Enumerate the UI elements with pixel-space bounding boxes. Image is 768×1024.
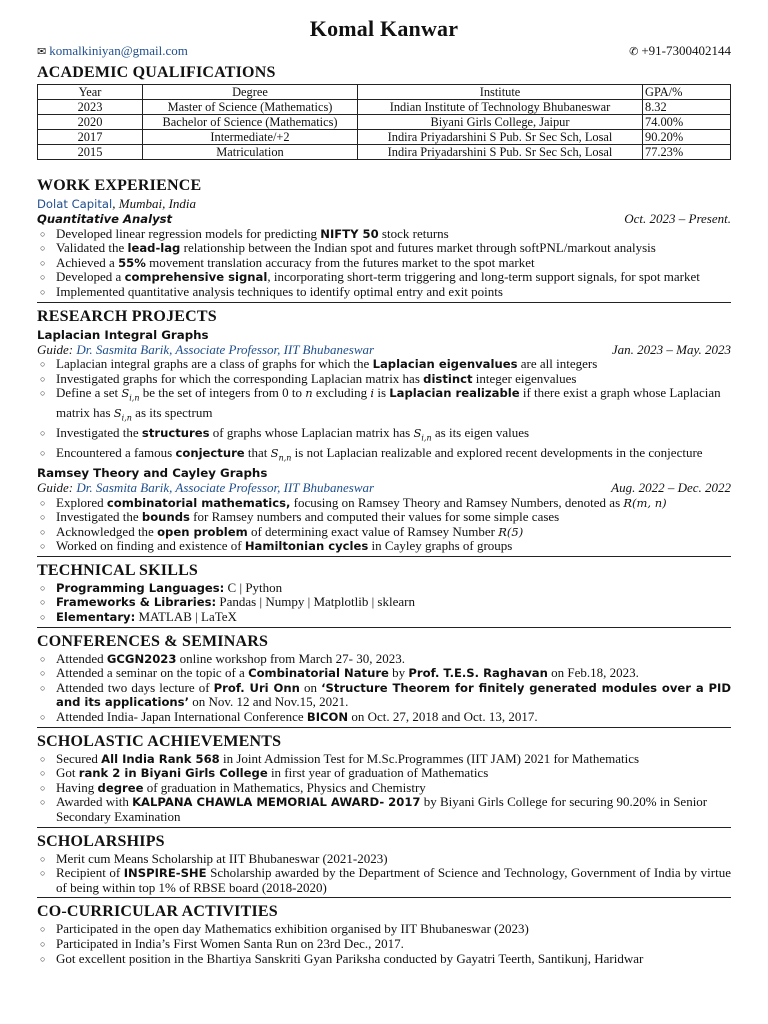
list-item: ○ Explored combinatorial mathematics, focusing on Ramsey Theory and Ramsey Numbers, denoted as R(m, n) — [37, 496, 731, 511]
list-item: ○ Acknowledged the open problem of determining exact value of Ramsey Number R(5) — [37, 525, 731, 540]
table-header-row — [38, 85, 731, 100]
cell-institute: Indira Priyadarshini S Pub. Sr Sec Sch, Losal — [358, 145, 643, 160]
list-item: ○ Having degree of graduation in Mathematics, Physics and Chemistry — [37, 781, 731, 796]
cell-degree: Bachelor of Science (Mathematics) — [143, 115, 358, 130]
conferences-heading: CONFERENCES & SEMINARS — [37, 632, 269, 650]
achievements-heading: SCHOLASTIC ACHIEVEMENTS — [37, 732, 282, 750]
academic-section — [37, 64, 731, 160]
list-item: ○ Secured All India Rank 568 in Joint Admission Test for M.Sc.Programmes (IIT JAM) 2021 for Mathematics — [37, 752, 731, 767]
envelope-icon: ✉ — [37, 46, 47, 58]
academic-table — [37, 84, 731, 160]
conferences-section — [37, 633, 731, 728]
list-item: ○ Investigated the structures of graphs whose Laplacian matrix has $S_{i,n}$ as its eigen values — [37, 426, 731, 446]
list-item: ○ Investigated graphs for which the corresponding Laplacian matrix has distinct integer eigenvalues — [37, 372, 731, 387]
scholarships-heading: SCHOLARSHIPS — [37, 832, 165, 850]
list-item: ○ Laplacian integral graphs are a class of graphs for which the Laplacian eigenvalues are all integers — [37, 357, 731, 372]
skills-list — [37, 581, 731, 625]
work-list — [37, 227, 731, 300]
list-item: ○ Participated in India’s First Women Santa Run on 23rd Dec., 2017. — [37, 937, 731, 952]
list-item: ○ Attended GCGN2023 online workshop from March 27- 30, 2023. — [37, 652, 731, 667]
cell-degree: Matriculation — [143, 145, 358, 160]
list-item: ○ Attended two days lecture of Prof. Uri Onn on ‘Structure Theorem for finitely generated modules over a PID and its applications’ on Nov. 12 and Nov.15, 2021. — [37, 681, 731, 710]
research-heading: RESEARCH PROJECTS — [37, 307, 217, 325]
divider — [37, 897, 731, 898]
col-gpa: GPA/% — [643, 85, 731, 100]
project-list — [37, 357, 731, 466]
skills-heading: TECHNICAL SKILLS — [37, 561, 199, 579]
role-row — [37, 212, 731, 227]
work-heading: WORK EXPERIENCE — [37, 177, 202, 194]
cocurricular-section — [37, 903, 731, 966]
table-row — [38, 100, 731, 115]
list-item: ○ Implemented quantitative analysis techniques to identify optimal entry and exit points — [37, 285, 731, 300]
list-item: ○ Worked on finding and existence of Hamiltonian cycles in Cayley graphs of groups — [37, 539, 731, 554]
list-item: ○ Achieved a 55% movement translation accuracy from the futures market to the spot market — [37, 256, 731, 271]
col-degree: Degree — [143, 85, 358, 100]
cocurricular-list — [37, 922, 731, 966]
list-item: ○ Participated in the open day Mathematics exhibition organised by IIT Bhubaneswar (2023) — [37, 922, 731, 937]
phone-block — [629, 42, 731, 59]
candidate-name: Komal Kanwar — [309, 16, 459, 41]
list-item: ○ Encountered a famous conjecture that $S_{n,n}$ is not Laplacian realizable and explored recent developments in the conjecture — [37, 446, 731, 466]
table-row — [38, 145, 731, 160]
list-item: ○ Developed a comprehensive signal, incorporating short-term triggering and long-term support signals, for spot market — [37, 270, 731, 285]
email-block — [37, 42, 188, 59]
guide-label: Guide: — [37, 341, 74, 357]
list-item: ○ Investigated the bounds for Ramsey numbers and computed their values for some simple cases — [37, 510, 731, 525]
list-item: ○ Merit cum Means Scholarship at IIT Bhubaneswar (2021-2023) — [37, 852, 731, 867]
list-item: ○ Attended India- Japan International Conference BICON on Oct. 27, 2018 and Oct. 13, 2017. — [37, 710, 731, 725]
cell-gpa: 74.00% — [643, 115, 731, 130]
achievements-list — [37, 752, 731, 825]
cell-degree: Master of Science (Mathematics) — [143, 100, 358, 115]
company-name: Dolat Capital — [37, 197, 113, 211]
phone-number: +91-7300402144 — [641, 43, 731, 58]
cell-gpa: 77.23% — [643, 145, 731, 160]
scholarships-section — [37, 833, 731, 899]
guide-name: Dr. Sasmita Barik, Associate Professor, IIT Bhubaneswar — [73, 479, 375, 495]
scholarships-list — [37, 852, 731, 896]
col-year: Year — [38, 85, 143, 100]
math-s: $S_{i,n}$ — [121, 386, 140, 403]
cell-year: 2017 — [38, 130, 143, 145]
project-title: Ramsey Theory and Cayley Graphs — [37, 465, 268, 480]
cell-gpa: 90.20% — [643, 130, 731, 145]
list-item: ○ Frameworks & Libraries: Pandas | Numpy | Matplotlib | sklearn — [37, 595, 731, 610]
role-title: Quantitative Analyst — [37, 212, 173, 226]
conferences-list — [37, 652, 731, 725]
guide-label: Guide: — [37, 479, 74, 495]
list-item: ○ Got rank 2 in Biyani Girls College in first year of graduation of Mathematics — [37, 766, 731, 781]
email-link[interactable]: komalkiniyan@gmail.com — [49, 43, 188, 58]
table-row — [38, 130, 731, 145]
divider — [37, 827, 731, 828]
list-item: ○ Validated the lead-lag relationship between the Indian spot and futures market through softPNL/markout analysis — [37, 241, 731, 256]
divider — [37, 556, 731, 557]
guide-name: Dr. Sasmita Barik, Associate Professor, IIT Bhubaneswar — [73, 341, 375, 357]
project-guide-row — [37, 481, 731, 496]
cell-year: 2015 — [38, 145, 143, 160]
project-title: Laplacian Integral Graphs — [37, 327, 209, 342]
company-location: , Mumbai, India — [112, 196, 197, 211]
list-item: ○ Attended a seminar on the topic of a Combinatorial Nature by Prof. T.E.S. Raghavan on Feb.18, 2023. — [37, 666, 731, 681]
work-section — [37, 177, 731, 303]
list-item: ○ Define a set $S_{i,n}$ be the set of integers from 0 to n excluding i is Laplacian realizable if there exist a graph whose Laplacian matrix has $S_{i,n}$ as its spectrum — [37, 386, 731, 426]
company-line — [37, 196, 731, 212]
cell-gpa: 8.32 — [643, 100, 731, 115]
project-dates: Jan. 2023 – May. 2023 — [611, 341, 731, 357]
achievements-section — [37, 733, 731, 828]
cell-year: 2020 — [38, 115, 143, 130]
cell-year: 2023 — [38, 100, 143, 115]
cell-institute: Biyani Girls College, Jaipur — [358, 115, 643, 130]
phone-icon: ✆ — [629, 46, 639, 58]
list-item: ○ Developed linear regression models for predicting NIFTY 50 stock returns — [37, 227, 731, 242]
divider — [37, 302, 731, 303]
col-institute: Institute — [358, 85, 643, 100]
research-section — [37, 308, 731, 557]
table-row — [38, 115, 731, 130]
cell-institute: Indira Priyadarshini S Pub. Sr Sec Sch, Losal — [358, 130, 643, 145]
contact-row — [37, 42, 731, 59]
role-dates: Oct. 2023 – Present. — [624, 211, 731, 226]
cell-institute: Indian Institute of Technology Bhubaneswar — [358, 100, 643, 115]
list-item: ○ Programming Languages: C | Python — [37, 581, 731, 596]
project-guide-row — [37, 343, 731, 358]
list-item: ○ Elementary: MATLAB | LaTeX — [37, 610, 731, 625]
cocurricular-heading: CO-CURRICULAR ACTIVITIES — [37, 903, 278, 921]
cell-degree: Intermediate/+2 — [143, 130, 358, 145]
project-dates: Aug. 2022 – Dec. 2022 — [611, 479, 731, 495]
project-list — [37, 496, 731, 554]
skills-section — [37, 562, 731, 628]
list-item: ○ Got excellent position in the Bhartiya Sanskriti Gyan Pariksha conducted by Gayatri Teerth, Santikunj, Haridwar — [37, 952, 731, 967]
divider — [37, 627, 731, 628]
list-item: ○ Recipient of INSPIRE-SHE Scholarship awarded by the Department of Science and Technology, Government of India by virtue of being within top 1% of RBSE board (2018-2020) — [37, 866, 731, 895]
academic-heading: ACADEMIC QUALIFICATIONS — [37, 64, 276, 81]
divider — [37, 727, 731, 728]
list-item: ○ Awarded with KALPANA CHAWLA MEMORIAL AWARD- 2017 by Biyani Girls College for securing 90.20% in Senior Secondary Examination — [37, 795, 731, 824]
